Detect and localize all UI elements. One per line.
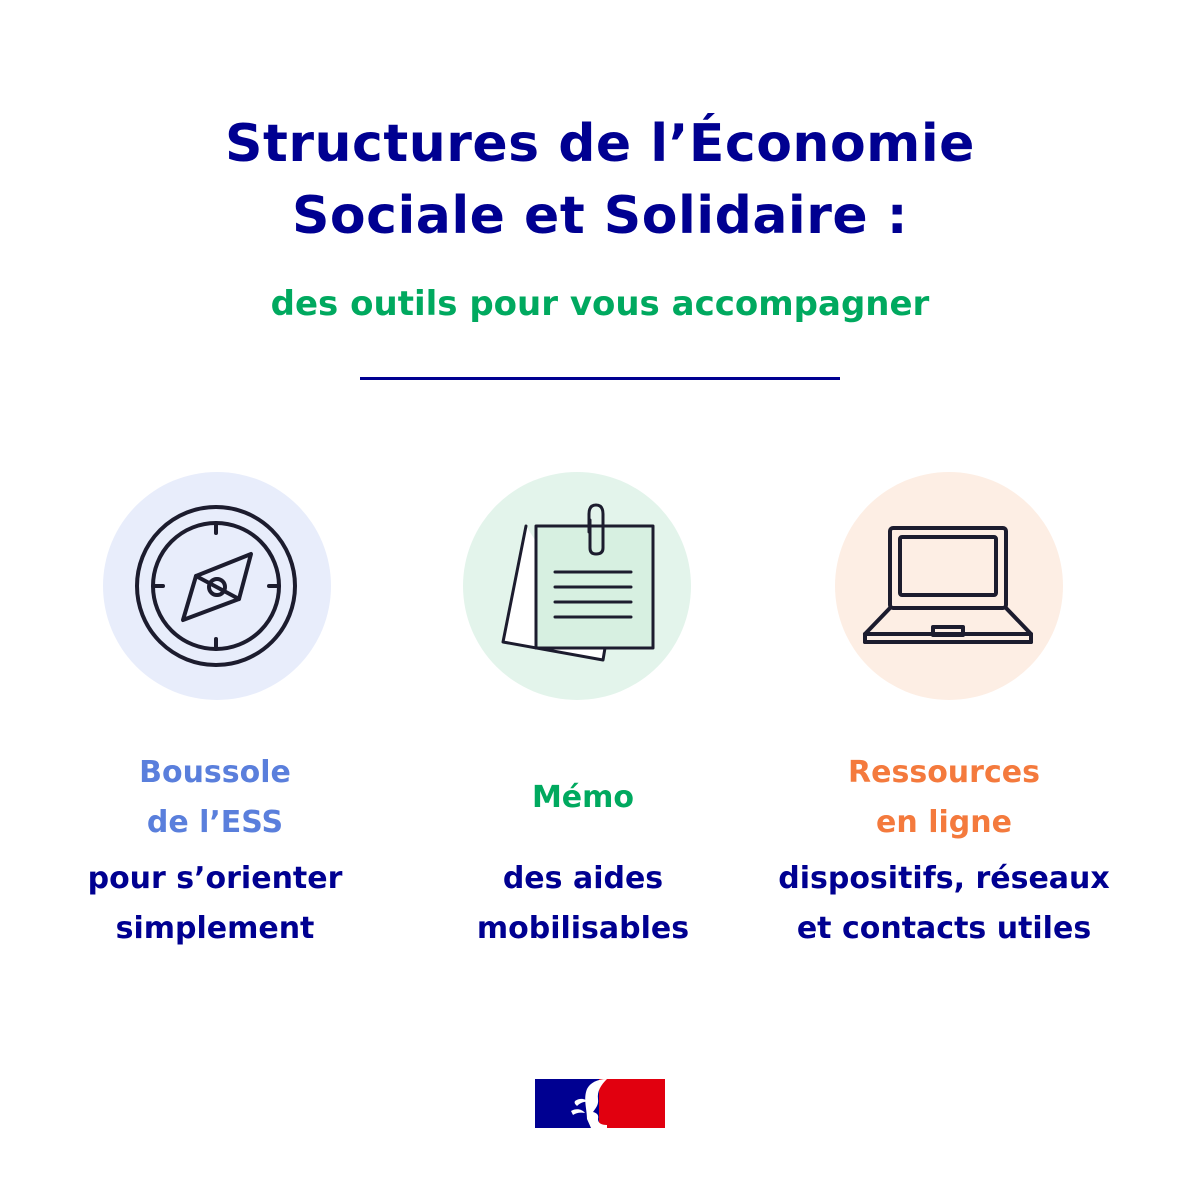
boussole-description: [15, 854, 415, 954]
boussole-title-line-1: Boussole: [139, 755, 291, 790]
republique-francaise-logo: [535, 1079, 665, 1128]
boussole-icon-circle: [103, 472, 331, 700]
memo-icon-circle: [463, 472, 691, 700]
memo-notes-icon: [463, 472, 691, 700]
boussole-title-line-2: de l’ESS: [146, 805, 284, 840]
memo-desc-line-2: mobilisables: [476, 911, 690, 946]
boussole-desc-line-1: pour s’orienter: [87, 861, 343, 896]
memo-title: [383, 773, 783, 823]
page-title: [0, 108, 1200, 252]
memo-description: [383, 854, 783, 954]
ressources-description: [744, 854, 1144, 954]
ressources-desc-line-2: et contacts utiles: [796, 911, 1092, 946]
boussole-desc-line-2: simplement: [115, 911, 315, 946]
ressources-title: [744, 748, 1144, 848]
memo-desc-line-1: des aides: [502, 861, 664, 896]
title-line-1: Structures de l’Économie: [225, 114, 975, 174]
memo-title-line-1: Mémo: [531, 780, 635, 815]
laptop-icon: [835, 472, 1063, 700]
title-divider: [360, 377, 840, 380]
marianne-flag-icon: [535, 1079, 665, 1128]
compass-icon: [103, 472, 331, 700]
ressources-title-line-1: Ressources: [848, 755, 1040, 790]
title-line-2: Sociale et Solidaire :: [291, 186, 909, 246]
ressources-icon-circle: [835, 472, 1063, 700]
boussole-title: [15, 748, 415, 848]
ressources-desc-line-1: dispositifs, réseaux: [778, 861, 1110, 896]
ressources-title-line-2: en ligne: [876, 805, 1012, 840]
page-subtitle: des outils pour vous accompagner: [270, 284, 930, 324]
